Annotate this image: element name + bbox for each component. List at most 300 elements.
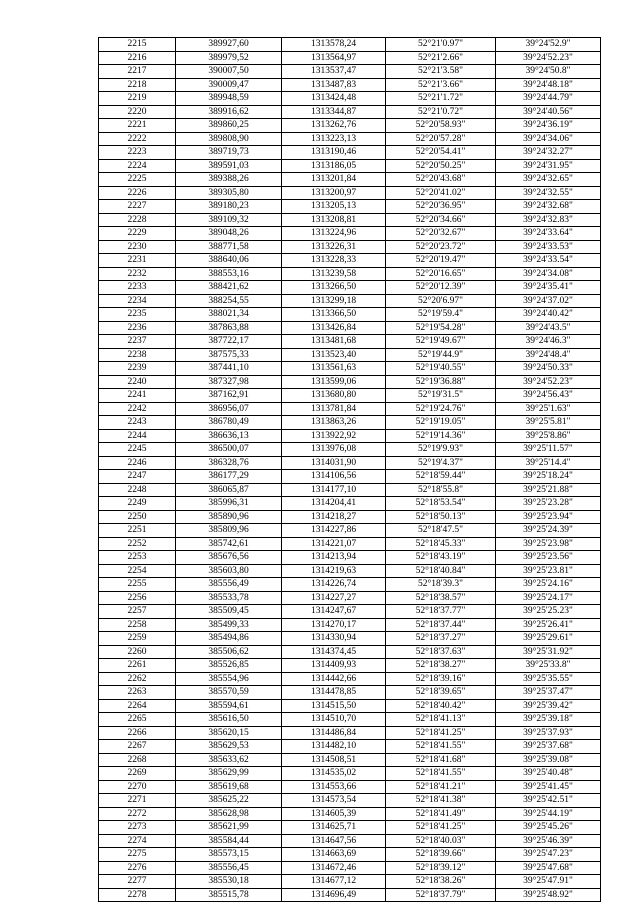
- longitude-cell: 39°24'32.55": [496, 186, 601, 200]
- table-row: [99, 794, 601, 808]
- point-number-cell: 2258: [99, 618, 176, 632]
- x-coordinate-cell: 385556,49: [176, 578, 282, 592]
- latitude-cell: 52°19'19.05": [386, 416, 496, 430]
- table-row: [99, 38, 601, 52]
- longitude-cell: 39°25'48.92": [496, 888, 601, 902]
- y-coordinate-cell: 1313205,13: [282, 200, 386, 214]
- latitude-cell: 52°18'38.26": [386, 875, 496, 889]
- longitude-cell: 39°25'21.88": [496, 483, 601, 497]
- point-number-cell: 2216: [99, 51, 176, 65]
- point-number-cell: 2247: [99, 470, 176, 484]
- longitude-cell: 39°25'37.47": [496, 686, 601, 700]
- latitude-cell: 52°20'34.66": [386, 213, 496, 227]
- latitude-cell: 52°18'39.65": [386, 686, 496, 700]
- x-coordinate-cell: 385809,96: [176, 524, 282, 538]
- point-number-cell: 2274: [99, 834, 176, 848]
- table-row: [99, 497, 601, 511]
- y-coordinate-cell: 1313426,84: [282, 321, 386, 335]
- longitude-cell: 39°25'39.08": [496, 753, 601, 767]
- latitude-cell: 52°19'49.67": [386, 335, 496, 349]
- latitude-cell: 52°20'19.47": [386, 254, 496, 268]
- latitude-cell: 52°20'54.41": [386, 146, 496, 160]
- x-coordinate-cell: 389948,59: [176, 92, 282, 106]
- latitude-cell: 52°21'0.72": [386, 105, 496, 119]
- longitude-cell: 39°24'32.27": [496, 146, 601, 160]
- y-coordinate-cell: 1313201,84: [282, 173, 386, 187]
- latitude-cell: 52°18'40.42": [386, 699, 496, 713]
- table-row: [99, 686, 601, 700]
- longitude-cell: 39°24'43.5": [496, 321, 601, 335]
- table-row: [99, 470, 601, 484]
- y-coordinate-cell: 1314696,49: [282, 888, 386, 902]
- point-number-cell: 2254: [99, 564, 176, 578]
- y-coordinate-cell: 1313366,50: [282, 308, 386, 322]
- y-coordinate-cell: 1314677,12: [282, 875, 386, 889]
- point-number-cell: 2275: [99, 848, 176, 862]
- x-coordinate-cell: 385628,98: [176, 807, 282, 821]
- latitude-cell: 52°18'38.27": [386, 659, 496, 673]
- latitude-cell: 52°21'1.72": [386, 92, 496, 106]
- table-row: [99, 78, 601, 92]
- y-coordinate-cell: 1313228,33: [282, 254, 386, 268]
- latitude-cell: 52°18'40.03": [386, 834, 496, 848]
- y-coordinate-cell: 1313922,92: [282, 429, 386, 443]
- longitude-cell: 39°24'48.4": [496, 348, 601, 362]
- table-row: [99, 51, 601, 65]
- point-number-cell: 2240: [99, 375, 176, 389]
- longitude-cell: 39°25'45.26": [496, 821, 601, 835]
- longitude-cell: 39°25'37.93": [496, 726, 601, 740]
- longitude-cell: 39°24'32.68": [496, 200, 601, 214]
- table-row: [99, 726, 601, 740]
- latitude-cell: 52°20'58.93": [386, 119, 496, 133]
- y-coordinate-cell: 1313266,50: [282, 281, 386, 295]
- table-row: [99, 92, 601, 106]
- y-coordinate-cell: 1313239,58: [282, 267, 386, 281]
- y-coordinate-cell: 1314486,84: [282, 726, 386, 740]
- longitude-cell: 39°24'33.54": [496, 254, 601, 268]
- point-number-cell: 2273: [99, 821, 176, 835]
- latitude-cell: 52°19'24.76": [386, 402, 496, 416]
- x-coordinate-cell: 385573,15: [176, 848, 282, 862]
- point-number-cell: 2261: [99, 659, 176, 673]
- x-coordinate-cell: 389916,62: [176, 105, 282, 119]
- x-coordinate-cell: 385556,45: [176, 861, 282, 875]
- y-coordinate-cell: 1314409,93: [282, 659, 386, 673]
- x-coordinate-cell: 387162,91: [176, 389, 282, 403]
- point-number-cell: 2244: [99, 429, 176, 443]
- point-number-cell: 2219: [99, 92, 176, 106]
- longitude-cell: 39°25'47.91": [496, 875, 601, 889]
- longitude-cell: 39°24'33.53": [496, 240, 601, 254]
- table-row: [99, 780, 601, 794]
- latitude-cell: 52°20'12.39": [386, 281, 496, 295]
- table-row: [99, 119, 601, 133]
- latitude-cell: 52°19'59.4": [386, 308, 496, 322]
- table-row: [99, 146, 601, 160]
- longitude-cell: 39°25'8.86": [496, 429, 601, 443]
- table-row: [99, 335, 601, 349]
- table-row: [99, 240, 601, 254]
- longitude-cell: 39°25'41.45": [496, 780, 601, 794]
- latitude-cell: 52°18'41.49": [386, 807, 496, 821]
- table-row: [99, 645, 601, 659]
- x-coordinate-cell: 387722,17: [176, 335, 282, 349]
- table-row: [99, 173, 601, 187]
- x-coordinate-cell: 389979,52: [176, 51, 282, 65]
- y-coordinate-cell: 1313223,13: [282, 132, 386, 146]
- y-coordinate-cell: 1313344,87: [282, 105, 386, 119]
- point-number-cell: 2266: [99, 726, 176, 740]
- y-coordinate-cell: 1313262,76: [282, 119, 386, 133]
- x-coordinate-cell: 385629,99: [176, 767, 282, 781]
- x-coordinate-cell: 385526,85: [176, 659, 282, 673]
- point-number-cell: 2226: [99, 186, 176, 200]
- table-row: [99, 888, 601, 902]
- table-row: [99, 105, 601, 119]
- latitude-cell: 52°21'0.97": [386, 38, 496, 52]
- y-coordinate-cell: 1314553,66: [282, 780, 386, 794]
- y-coordinate-cell: 1313863,26: [282, 416, 386, 430]
- point-number-cell: 2272: [99, 807, 176, 821]
- table-row: [99, 132, 601, 146]
- latitude-cell: 52°18'53.54": [386, 497, 496, 511]
- y-coordinate-cell: 1314647,56: [282, 834, 386, 848]
- x-coordinate-cell: 388021,34: [176, 308, 282, 322]
- latitude-cell: 52°19'9.93": [386, 443, 496, 457]
- x-coordinate-cell: 389388,26: [176, 173, 282, 187]
- x-coordinate-cell: 386500,07: [176, 443, 282, 457]
- x-coordinate-cell: 385619,68: [176, 780, 282, 794]
- table-row: [99, 659, 601, 673]
- table-row: [99, 591, 601, 605]
- table-row: [99, 740, 601, 754]
- table-row: [99, 402, 601, 416]
- y-coordinate-cell: 1314247,67: [282, 605, 386, 619]
- y-coordinate-cell: 1314663,69: [282, 848, 386, 862]
- longitude-cell: 39°24'44.79": [496, 92, 601, 106]
- point-number-cell: 2257: [99, 605, 176, 619]
- x-coordinate-cell: 387441,10: [176, 362, 282, 376]
- y-coordinate-cell: 1314031,90: [282, 456, 386, 470]
- latitude-cell: 52°20'43.68": [386, 173, 496, 187]
- y-coordinate-cell: 1314204,41: [282, 497, 386, 511]
- x-coordinate-cell: 385603,80: [176, 564, 282, 578]
- longitude-cell: 39°24'32.65": [496, 173, 601, 187]
- point-number-cell: 2259: [99, 632, 176, 646]
- point-number-cell: 2217: [99, 65, 176, 79]
- table-row: [99, 834, 601, 848]
- latitude-cell: 52°19'4.37": [386, 456, 496, 470]
- y-coordinate-cell: 1314270,17: [282, 618, 386, 632]
- point-number-cell: 2262: [99, 672, 176, 686]
- y-coordinate-cell: 1314227,86: [282, 524, 386, 538]
- latitude-cell: 52°19'31.5": [386, 389, 496, 403]
- x-coordinate-cell: 385742,61: [176, 537, 282, 551]
- longitude-cell: 39°24'37.02": [496, 294, 601, 308]
- table-row: [99, 848, 601, 862]
- longitude-cell: 39°25'39.18": [496, 713, 601, 727]
- y-coordinate-cell: 1314442,66: [282, 672, 386, 686]
- table-row: [99, 281, 601, 295]
- point-number-cell: 2239: [99, 362, 176, 376]
- latitude-cell: 52°18'39.12": [386, 861, 496, 875]
- y-coordinate-cell: 1314227,27: [282, 591, 386, 605]
- longitude-cell: 39°25'42.51": [496, 794, 601, 808]
- longitude-cell: 39°25'39.42": [496, 699, 601, 713]
- x-coordinate-cell: 389305,80: [176, 186, 282, 200]
- longitude-cell: 39°24'34.08": [496, 267, 601, 281]
- point-number-cell: 2269: [99, 767, 176, 781]
- point-number-cell: 2252: [99, 537, 176, 551]
- y-coordinate-cell: 1314213,94: [282, 551, 386, 565]
- x-coordinate-cell: 387327,98: [176, 375, 282, 389]
- x-coordinate-cell: 385494,86: [176, 632, 282, 646]
- longitude-cell: 39°25'23.81": [496, 564, 601, 578]
- point-number-cell: 2250: [99, 510, 176, 524]
- point-number-cell: 2232: [99, 267, 176, 281]
- table-row: [99, 186, 601, 200]
- x-coordinate-cell: 389927,60: [176, 38, 282, 52]
- y-coordinate-cell: 1313537,47: [282, 65, 386, 79]
- longitude-cell: 39°24'31.95": [496, 159, 601, 173]
- y-coordinate-cell: 1314106,56: [282, 470, 386, 484]
- point-number-cell: 2270: [99, 780, 176, 794]
- y-coordinate-cell: 1314508,51: [282, 753, 386, 767]
- point-number-cell: 2220: [99, 105, 176, 119]
- longitude-cell: 39°24'48.18": [496, 78, 601, 92]
- x-coordinate-cell: 388553,16: [176, 267, 282, 281]
- longitude-cell: 39°24'50.8": [496, 65, 601, 79]
- x-coordinate-cell: 386636,13: [176, 429, 282, 443]
- latitude-cell: 52°18'55.8": [386, 483, 496, 497]
- latitude-cell: 52°19'40.55": [386, 362, 496, 376]
- point-number-cell: 2267: [99, 740, 176, 754]
- longitude-cell: 39°24'56.43": [496, 389, 601, 403]
- point-number-cell: 2222: [99, 132, 176, 146]
- y-coordinate-cell: 1314535,02: [282, 767, 386, 781]
- table-row: [99, 200, 601, 214]
- point-number-cell: 2256: [99, 591, 176, 605]
- table-row: [99, 389, 601, 403]
- y-coordinate-cell: 1313523,40: [282, 348, 386, 362]
- x-coordinate-cell: 388421,62: [176, 281, 282, 295]
- longitude-cell: 39°25'47.23": [496, 848, 601, 862]
- y-coordinate-cell: 1313186,05: [282, 159, 386, 173]
- x-coordinate-cell: 385594,61: [176, 699, 282, 713]
- y-coordinate-cell: 1314374,45: [282, 645, 386, 659]
- latitude-cell: 52°18'38.57": [386, 591, 496, 605]
- latitude-cell: 52°18'41.38": [386, 794, 496, 808]
- longitude-cell: 39°24'52.23": [496, 375, 601, 389]
- y-coordinate-cell: 1314218,27: [282, 510, 386, 524]
- point-number-cell: 2253: [99, 551, 176, 565]
- table-row: [99, 308, 601, 322]
- latitude-cell: 52°20'6.97": [386, 294, 496, 308]
- latitude-cell: 52°18'41.55": [386, 767, 496, 781]
- longitude-cell: 39°25'23.28": [496, 497, 601, 511]
- table-row: [99, 861, 601, 875]
- point-number-cell: 2223: [99, 146, 176, 160]
- point-number-cell: 2245: [99, 443, 176, 457]
- y-coordinate-cell: 1314625,71: [282, 821, 386, 835]
- point-number-cell: 2224: [99, 159, 176, 173]
- x-coordinate-cell: 386177,29: [176, 470, 282, 484]
- longitude-cell: 39°25'14.4": [496, 456, 601, 470]
- latitude-cell: 52°20'32.67": [386, 227, 496, 241]
- y-coordinate-cell: 1313564,97: [282, 51, 386, 65]
- longitude-cell: 39°24'35.41": [496, 281, 601, 295]
- point-number-cell: 2221: [99, 119, 176, 133]
- table-row: [99, 753, 601, 767]
- latitude-cell: 52°18'37.79": [386, 888, 496, 902]
- coordinates-table-body: [99, 38, 601, 902]
- point-number-cell: 2268: [99, 753, 176, 767]
- y-coordinate-cell: 1313680,80: [282, 389, 386, 403]
- point-number-cell: 2265: [99, 713, 176, 727]
- point-number-cell: 2227: [99, 200, 176, 214]
- table-row: [99, 483, 601, 497]
- y-coordinate-cell: 1313481,68: [282, 335, 386, 349]
- x-coordinate-cell: 385533,78: [176, 591, 282, 605]
- table-row: [99, 564, 601, 578]
- latitude-cell: 52°20'41.02": [386, 186, 496, 200]
- x-coordinate-cell: 386780,49: [176, 416, 282, 430]
- latitude-cell: 52°20'23.72": [386, 240, 496, 254]
- table-row: [99, 321, 601, 335]
- longitude-cell: 39°25'23.56": [496, 551, 601, 565]
- table-row: [99, 510, 601, 524]
- longitude-cell: 39°24'50.33": [496, 362, 601, 376]
- x-coordinate-cell: 389808,90: [176, 132, 282, 146]
- y-coordinate-cell: 1313200,97: [282, 186, 386, 200]
- longitude-cell: 39°25'29.61": [496, 632, 601, 646]
- y-coordinate-cell: 1314330,94: [282, 632, 386, 646]
- point-number-cell: 2237: [99, 335, 176, 349]
- x-coordinate-cell: 385515,78: [176, 888, 282, 902]
- table-row: [99, 159, 601, 173]
- y-coordinate-cell: 1314478,85: [282, 686, 386, 700]
- longitude-cell: 39°24'40.42": [496, 308, 601, 322]
- table-row: [99, 227, 601, 241]
- x-coordinate-cell: 386956,07: [176, 402, 282, 416]
- table-row: [99, 875, 601, 889]
- longitude-cell: 39°25'1.63": [496, 402, 601, 416]
- table-row: [99, 294, 601, 308]
- y-coordinate-cell: 1313578,24: [282, 38, 386, 52]
- x-coordinate-cell: 385570,59: [176, 686, 282, 700]
- x-coordinate-cell: 385996,31: [176, 497, 282, 511]
- longitude-cell: 39°24'46.3": [496, 335, 601, 349]
- point-number-cell: 2248: [99, 483, 176, 497]
- longitude-cell: 39°25'33.8": [496, 659, 601, 673]
- longitude-cell: 39°25'11.57": [496, 443, 601, 457]
- point-number-cell: 2231: [99, 254, 176, 268]
- table-row: [99, 416, 601, 430]
- table-row: [99, 429, 601, 443]
- x-coordinate-cell: 385554,96: [176, 672, 282, 686]
- point-number-cell: 2241: [99, 389, 176, 403]
- y-coordinate-cell: 1314510,70: [282, 713, 386, 727]
- longitude-cell: 39°25'44.19": [496, 807, 601, 821]
- x-coordinate-cell: 385620,15: [176, 726, 282, 740]
- table-row: [99, 618, 601, 632]
- latitude-cell: 52°20'57.28": [386, 132, 496, 146]
- longitude-cell: 39°24'34.06": [496, 132, 601, 146]
- y-coordinate-cell: 1313190,46: [282, 146, 386, 160]
- x-coordinate-cell: 385676,56: [176, 551, 282, 565]
- longitude-cell: 39°25'24.17": [496, 591, 601, 605]
- table-row: [99, 767, 601, 781]
- x-coordinate-cell: 390007,50: [176, 65, 282, 79]
- point-number-cell: 2218: [99, 78, 176, 92]
- longitude-cell: 39°24'32.83": [496, 213, 601, 227]
- table-row: [99, 443, 601, 457]
- x-coordinate-cell: 385499,33: [176, 618, 282, 632]
- table-row: [99, 632, 601, 646]
- y-coordinate-cell: 1314177,10: [282, 483, 386, 497]
- longitude-cell: 39°25'47.68": [496, 861, 601, 875]
- latitude-cell: 52°18'37.44": [386, 618, 496, 632]
- table-row: [99, 821, 601, 835]
- point-number-cell: 2276: [99, 861, 176, 875]
- latitude-cell: 52°18'40.84": [386, 564, 496, 578]
- point-number-cell: 2236: [99, 321, 176, 335]
- latitude-cell: 52°19'14.36": [386, 429, 496, 443]
- longitude-cell: 39°25'40.48": [496, 767, 601, 781]
- y-coordinate-cell: 1314605,39: [282, 807, 386, 821]
- x-coordinate-cell: 387575,33: [176, 348, 282, 362]
- x-coordinate-cell: 389180,23: [176, 200, 282, 214]
- table-row: [99, 254, 601, 268]
- table-row: [99, 699, 601, 713]
- x-coordinate-cell: 386065,87: [176, 483, 282, 497]
- longitude-cell: 39°25'25.23": [496, 605, 601, 619]
- x-coordinate-cell: 387863,88: [176, 321, 282, 335]
- x-coordinate-cell: 389860,25: [176, 119, 282, 133]
- latitude-cell: 52°18'37.27": [386, 632, 496, 646]
- latitude-cell: 52°18'47.5": [386, 524, 496, 538]
- y-coordinate-cell: 1313299,18: [282, 294, 386, 308]
- longitude-cell: 39°24'40.56": [496, 105, 601, 119]
- point-number-cell: 2255: [99, 578, 176, 592]
- longitude-cell: 39°24'52.9": [496, 38, 601, 52]
- latitude-cell: 52°18'43.19": [386, 551, 496, 565]
- point-number-cell: 2260: [99, 645, 176, 659]
- y-coordinate-cell: 1314221,07: [282, 537, 386, 551]
- latitude-cell: 52°18'39.16": [386, 672, 496, 686]
- y-coordinate-cell: 1314573,54: [282, 794, 386, 808]
- x-coordinate-cell: 389591,03: [176, 159, 282, 173]
- longitude-cell: 39°25'23.98": [496, 537, 601, 551]
- latitude-cell: 52°18'41.25": [386, 821, 496, 835]
- y-coordinate-cell: 1313224,96: [282, 227, 386, 241]
- latitude-cell: 52°18'41.25": [386, 726, 496, 740]
- latitude-cell: 52°18'37.77": [386, 605, 496, 619]
- point-number-cell: 2235: [99, 308, 176, 322]
- y-coordinate-cell: 1314515,50: [282, 699, 386, 713]
- y-coordinate-cell: 1313599,06: [282, 375, 386, 389]
- y-coordinate-cell: 1313487,83: [282, 78, 386, 92]
- x-coordinate-cell: 388640,06: [176, 254, 282, 268]
- x-coordinate-cell: 389109,32: [176, 213, 282, 227]
- latitude-cell: 52°18'37.63": [386, 645, 496, 659]
- table-row: [99, 551, 601, 565]
- table-row: [99, 578, 601, 592]
- latitude-cell: 52°18'41.21": [386, 780, 496, 794]
- latitude-cell: 52°20'16.65": [386, 267, 496, 281]
- x-coordinate-cell: 385625,22: [176, 794, 282, 808]
